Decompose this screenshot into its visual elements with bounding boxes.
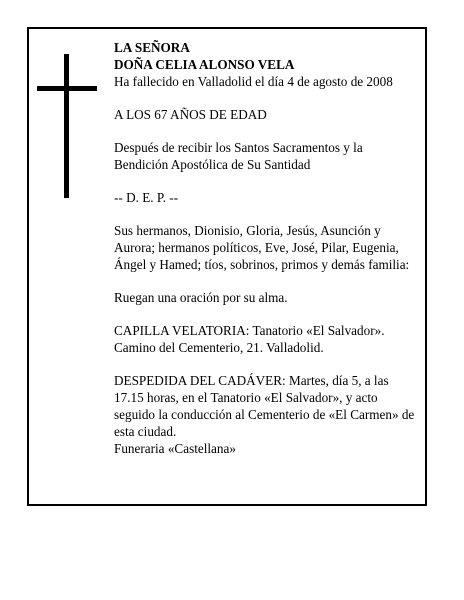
farewell-line: seguido la conducción al Cementerio de «El Carmen» de bbox=[114, 407, 415, 422]
age-line: A LOS 67 AÑOS DE EDAD bbox=[114, 107, 267, 122]
sacraments-line: Después de recibir los Santos Sacramentos y la bbox=[114, 140, 363, 155]
family-line: Sus hermanos, Dionisio, Gloria, Jesús, Asunción y bbox=[114, 223, 381, 238]
deceased-name: DOÑA CELIA ALONSO VELA bbox=[114, 57, 295, 72]
farewell-line: esta ciudad. bbox=[114, 424, 177, 439]
spacer bbox=[114, 273, 432, 289]
chapel-line: CAPILLA VELATORIA: Tanatorio «El Salvador». bbox=[114, 323, 385, 338]
spacer bbox=[114, 173, 432, 189]
cross-vertical-bar bbox=[64, 54, 69, 198]
funeral-home-line: Funeraria «Castellana» bbox=[114, 441, 236, 456]
spacer bbox=[114, 206, 432, 222]
notice-text bbox=[114, 39, 432, 457]
farewell-line: DESPEDIDA DEL CADÁVER: Martes, día 5, a las bbox=[114, 373, 389, 388]
chapel-line: Camino del Cementerio, 21. Valladolid. bbox=[114, 340, 324, 355]
sacraments-line: Bendición Apostólica de Su Santidad bbox=[114, 157, 311, 172]
spacer bbox=[114, 306, 432, 322]
cross-horizontal-bar bbox=[37, 86, 97, 91]
spacer bbox=[114, 90, 432, 106]
spacer bbox=[114, 123, 432, 139]
family-line: Ángel y Hamed; tíos, sobrinos, primos y demás familia: bbox=[114, 257, 410, 272]
heading-title: LA SEÑORA bbox=[114, 40, 190, 55]
rip-line: -- D. E. P. -- bbox=[114, 190, 179, 205]
farewell-line: 17.15 horas, en el Tanatorio «El Salvador», y acto bbox=[114, 390, 378, 405]
deceased-date-line: Ha fallecido en Valladolid el día 4 de agosto de 2008 bbox=[114, 74, 393, 89]
spacer bbox=[114, 356, 432, 372]
cross-icon bbox=[37, 54, 97, 198]
family-line: Aurora; hermanos políticos, Eve, José, Pilar, Eugenia, bbox=[114, 240, 399, 255]
prayer-line: Ruegan una oración por su alma. bbox=[114, 290, 288, 305]
